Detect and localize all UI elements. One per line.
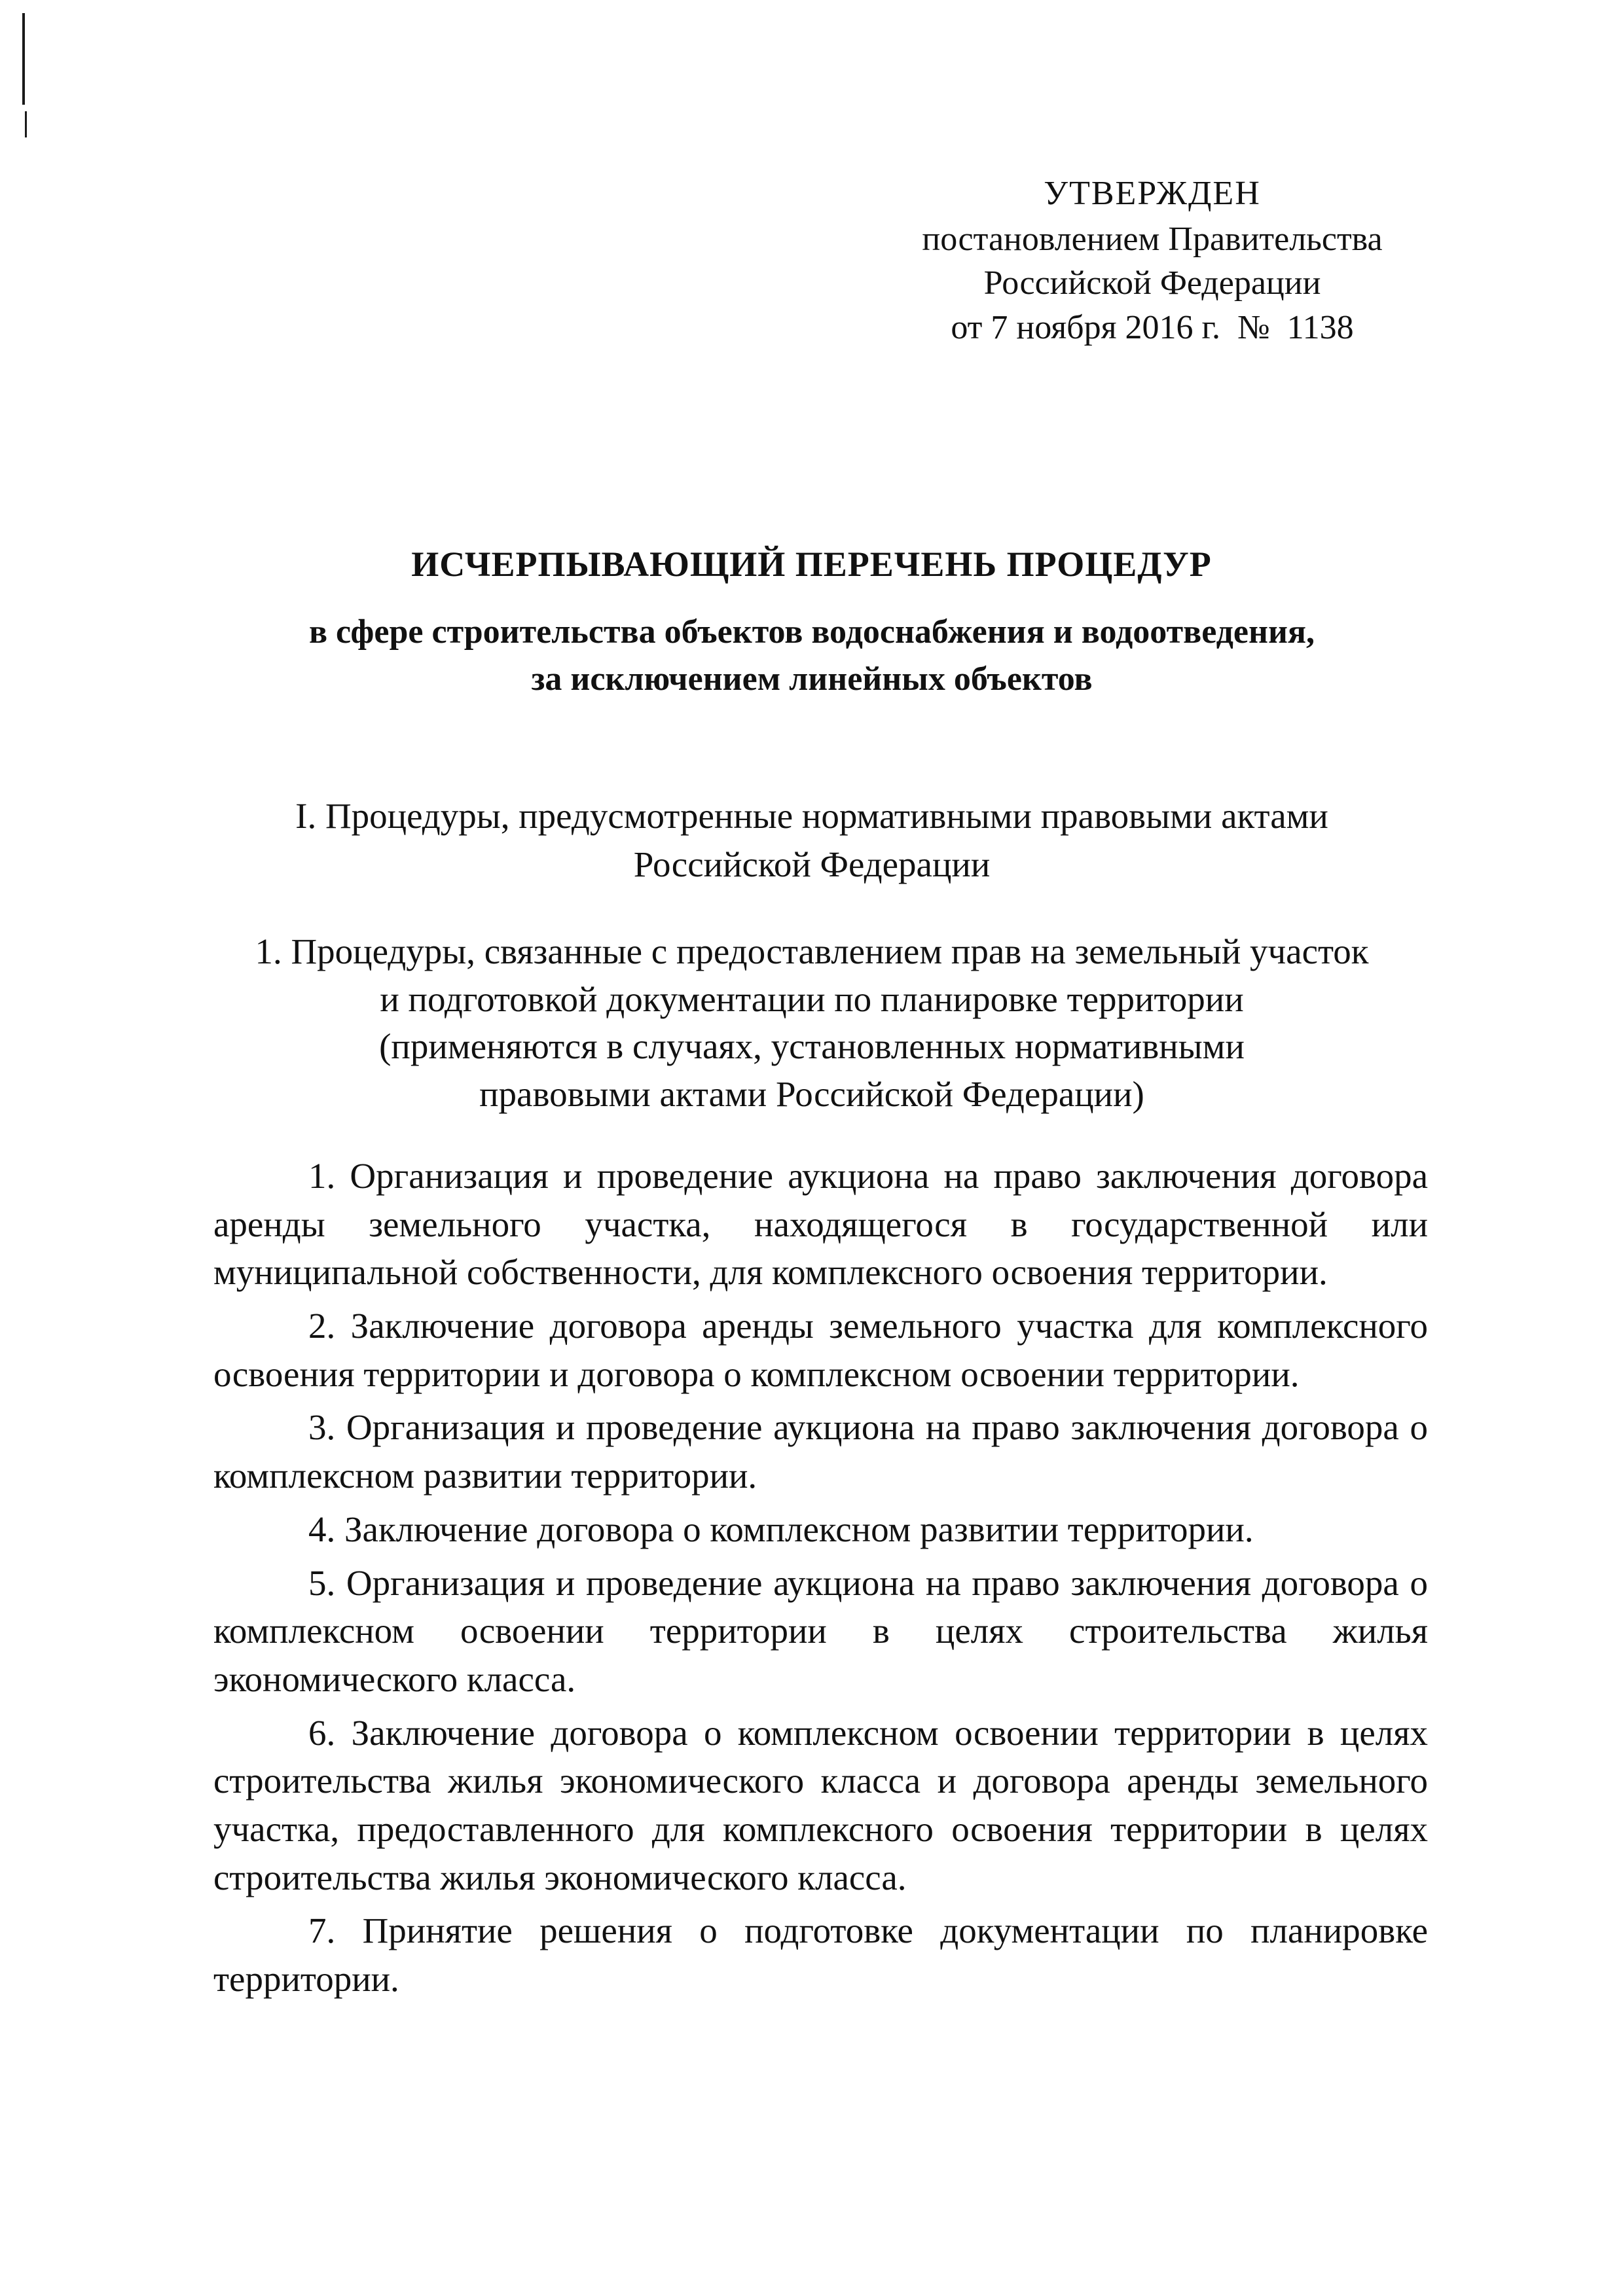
- subtitle-line: в сфере строительства объектов водоснабжения и водоотведения,: [308, 613, 1315, 651]
- procedure-item: 5. Организация и проведение аукциона на право заключения договора о комплексном освоении территории в целях строительства жилья экономического класса.: [213, 1562, 1428, 1699]
- subsection-heading-line: 1. Процедуры, связанные с предоставлением прав на земельный участок: [255, 931, 1369, 971]
- section-heading-line: Российской Федерации: [633, 844, 991, 885]
- subsection-heading: [196, 928, 1427, 1118]
- section-heading-line: I. Процедуры, предусмотренные нормативными правовыми актами: [295, 796, 1328, 836]
- document-title: ИСЧЕРПЫВАЮЩИЙ ПЕРЕЧЕНЬ ПРОЦЕДУР: [411, 545, 1212, 584]
- approved-heading: УТВЕРЖДЕН: [1044, 175, 1261, 212]
- procedure-list: [213, 1152, 1428, 2009]
- approval-line: постановлением Правительства: [922, 220, 1383, 258]
- section-heading: [196, 792, 1427, 889]
- approval-line: Российской Федерации: [983, 264, 1321, 302]
- approval-date-number: от 7 ноября 2016 г. № 1138: [951, 308, 1354, 346]
- subsection-heading-line: правовыми актами Российской Федерации): [479, 1073, 1144, 1114]
- subsection-heading-line: (применяются в случаях, установленных нормативными: [379, 1026, 1245, 1067]
- approval-stamp-block: [812, 171, 1493, 350]
- subsection-heading-line: и подготовкой документации по планировке территории: [380, 978, 1244, 1019]
- procedure-item: 3. Организация и проведение аукциона на право заключения договора о комплексном развитии территории.: [213, 1407, 1428, 1496]
- procedure-item: 7. Принятие решения о подготовке документации по планировке территории.: [213, 1910, 1428, 1999]
- scan-edge-mark: [25, 111, 27, 137]
- scan-edge-mark: [22, 13, 25, 105]
- procedure-item: 2. Заключение договора аренды земельного участка для комплексного освоения территории и договора о комплексном освоении территории.: [213, 1306, 1428, 1394]
- subtitle-line: за исключением линейных объектов: [531, 660, 1093, 698]
- procedure-item: 1. Организация и проведение аукциона на право заключения договора аренды земельного участка, находящегося в государственной или муниципальной собственности, для комплексного освоения территории.: [213, 1156, 1428, 1293]
- procedure-item: 4. Заключение договора о комплексном развитии территории.: [308, 1509, 1254, 1549]
- procedure-item: 6. Заключение договора о комплексном освоении территории в целях строительства жилья экономического класса и договора аренды земельного участка, предоставленного для комплексного освоения территории в целях строительства жилья экономического класса.: [213, 1712, 1428, 1897]
- document-subtitle: [196, 609, 1427, 703]
